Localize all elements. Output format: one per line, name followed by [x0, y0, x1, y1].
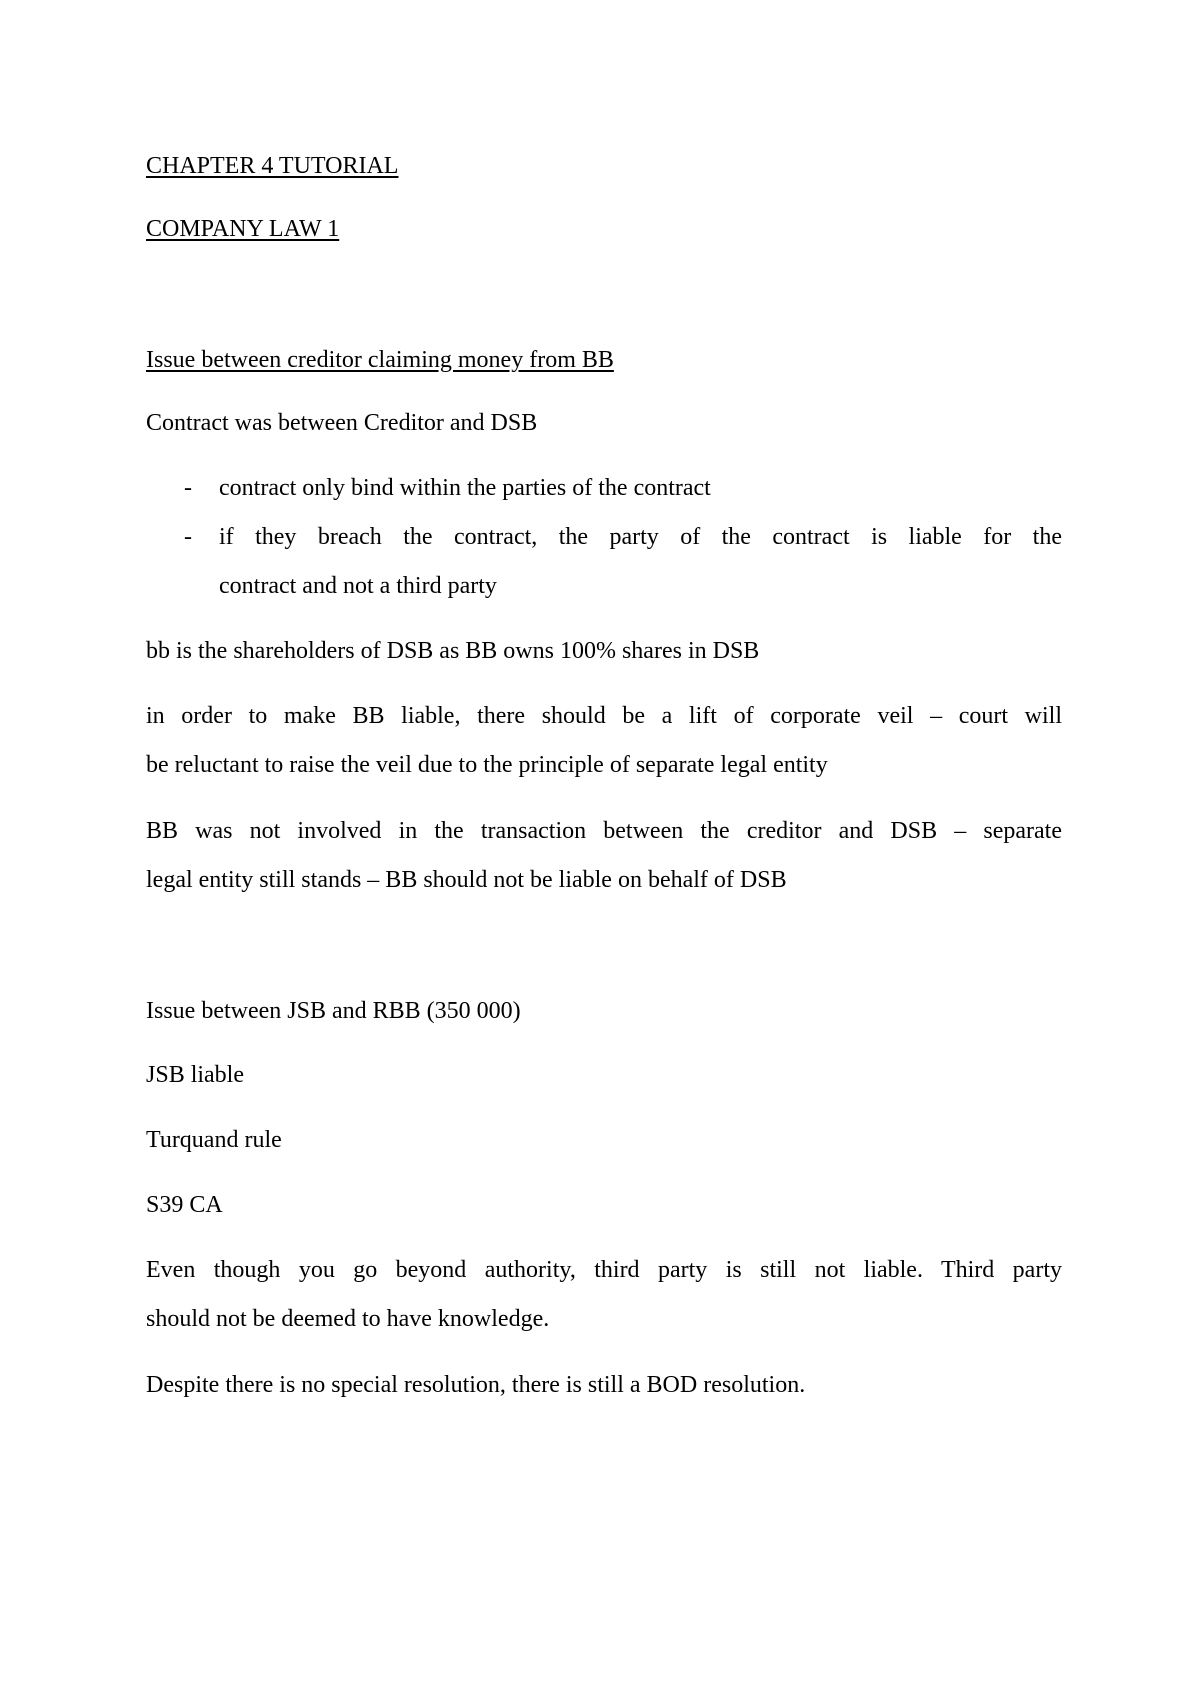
course-heading: COMPANY LAW 1: [146, 216, 340, 242]
bullet-2-line-2: contract and not a third party: [219, 573, 497, 599]
paragraph-authority-line-1: Even though you go beyond authority, third party is still not liable. Third party: [146, 1257, 1062, 1283]
paragraph-transaction-line-1: BB was not involved in the transaction between the creditor and DSB – separate: [146, 818, 1062, 844]
chapter-heading: CHAPTER 4 TUTORIAL: [146, 153, 399, 179]
section2-line-turquand: Turquand rule: [146, 1127, 282, 1153]
paragraph-resolution: Despite there is no special resolution, there is still a BOD resolution.: [146, 1372, 806, 1398]
paragraph-veil-line-2: be reluctant to raise the veil due to the principle of separate legal entity: [146, 752, 828, 778]
paragraph-veil-line-1: in order to make BB liable, there should be a lift of corporate veil – court will: [146, 703, 1062, 729]
section1-intro: Contract was between Creditor and DSB: [146, 410, 538, 436]
section2-line-s39: S39 CA: [146, 1192, 223, 1218]
bullet-1-line-1: contract only bind within the parties of the contract: [219, 475, 711, 501]
paragraph-authority-line-2: should not be deemed to have knowledge.: [146, 1306, 550, 1332]
paragraph-transaction-line-2: legal entity still stands – BB should not be liable on behalf of DSB: [146, 867, 787, 893]
bullet-marker: -: [184, 475, 192, 501]
bullet-2-line-1: if they breach the contract, the party of the contract is liable for the: [219, 524, 1062, 550]
section2-line-jsb: JSB liable: [146, 1062, 245, 1088]
section1-title: Issue between creditor claiming money from BB: [146, 347, 614, 373]
bullet-marker: -: [184, 524, 192, 550]
paragraph-shareholders: bb is the shareholders of DSB as BB owns 100% shares in DSB: [146, 638, 760, 664]
section2-title: Issue between JSB and RBB (350 000): [146, 998, 521, 1024]
